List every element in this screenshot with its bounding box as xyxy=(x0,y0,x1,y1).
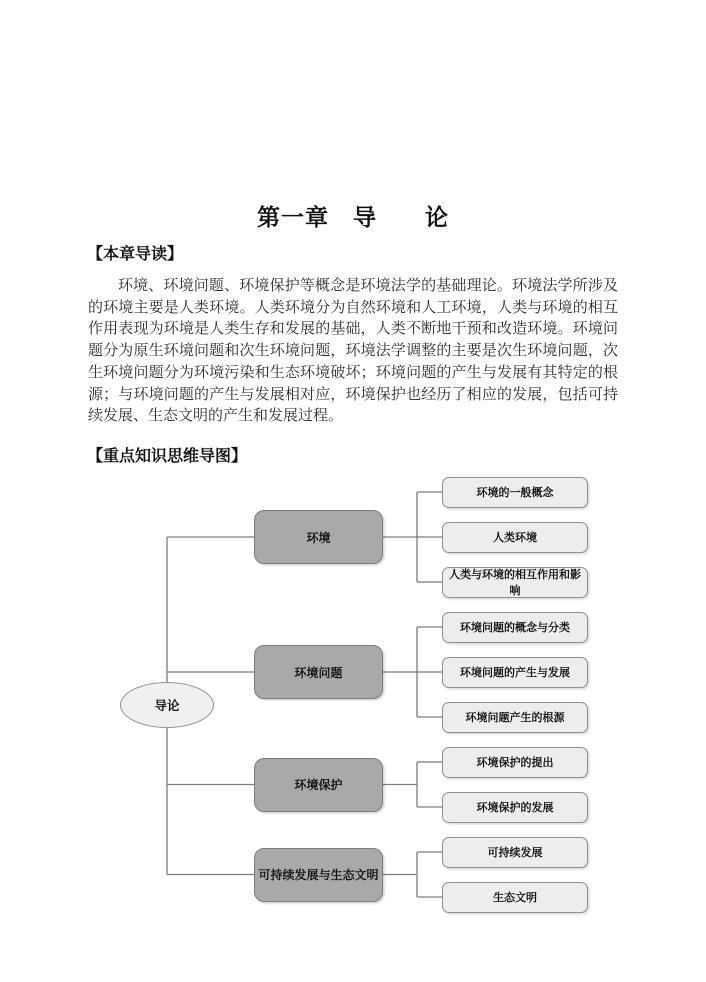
section-heading-chapter-guide: 【本章导读】 xyxy=(87,246,184,263)
mindmap-branch-node: 环境 xyxy=(254,510,383,564)
mindmap-leaf-node: 可持续发展 xyxy=(442,837,588,868)
mindmap-leaf-node: 环境保护的发展 xyxy=(442,792,588,823)
section-heading-mindmap: 【重点知识思维导图】 xyxy=(87,448,248,465)
mindmap-leaf-node: 生态文明 xyxy=(442,882,588,913)
mindmap-leaf-node: 人类与环境的相互作用和影响 xyxy=(442,567,588,598)
mindmap-branch-node: 可持续发展与生态文明 xyxy=(254,848,383,902)
mindmap-leaf-node: 环境问题的概念与分类 xyxy=(442,612,588,643)
chapter-title: 第一章 导 论 xyxy=(257,205,449,231)
mindmap-root-node: 导论 xyxy=(120,682,214,728)
mindmap-leaf-node: 人类环境 xyxy=(442,522,588,553)
mindmap-leaf-node: 环境的一般概念 xyxy=(442,477,588,508)
mindmap-branch-node: 环境保护 xyxy=(254,758,383,812)
mindmap-leaf-node: 环境保护的提出 xyxy=(442,747,588,778)
chapter-intro-paragraph: 环境、环境问题、环境保护等概念是环境法学的基础理论。环境法学所涉及的环境主要是人类环境。人类环境分为自然环境和人工环境，人类与环境的相互作用表现为环境是人类生存和发展的基础，人类不断地干预和改造环境。环境问题分为原生环境问题和次生环境问题，环境法学调整的主要是次生环境问题，次生环境问题分为环境污染和生态环境破坏；环境问题的产生与发展有其特定的根源；与环境问题的产生与发展相对应，环境保护也经历了相应的发展，包括可持续发展、生态文明的产生和发展过程。 xyxy=(88,278,618,425)
mindmap-branch-node: 环境问题 xyxy=(254,645,383,699)
mindmap-leaf-node: 环境问题产生的根源 xyxy=(442,702,588,733)
mindmap-leaf-node: 环境问题的产生与发展 xyxy=(442,657,588,688)
